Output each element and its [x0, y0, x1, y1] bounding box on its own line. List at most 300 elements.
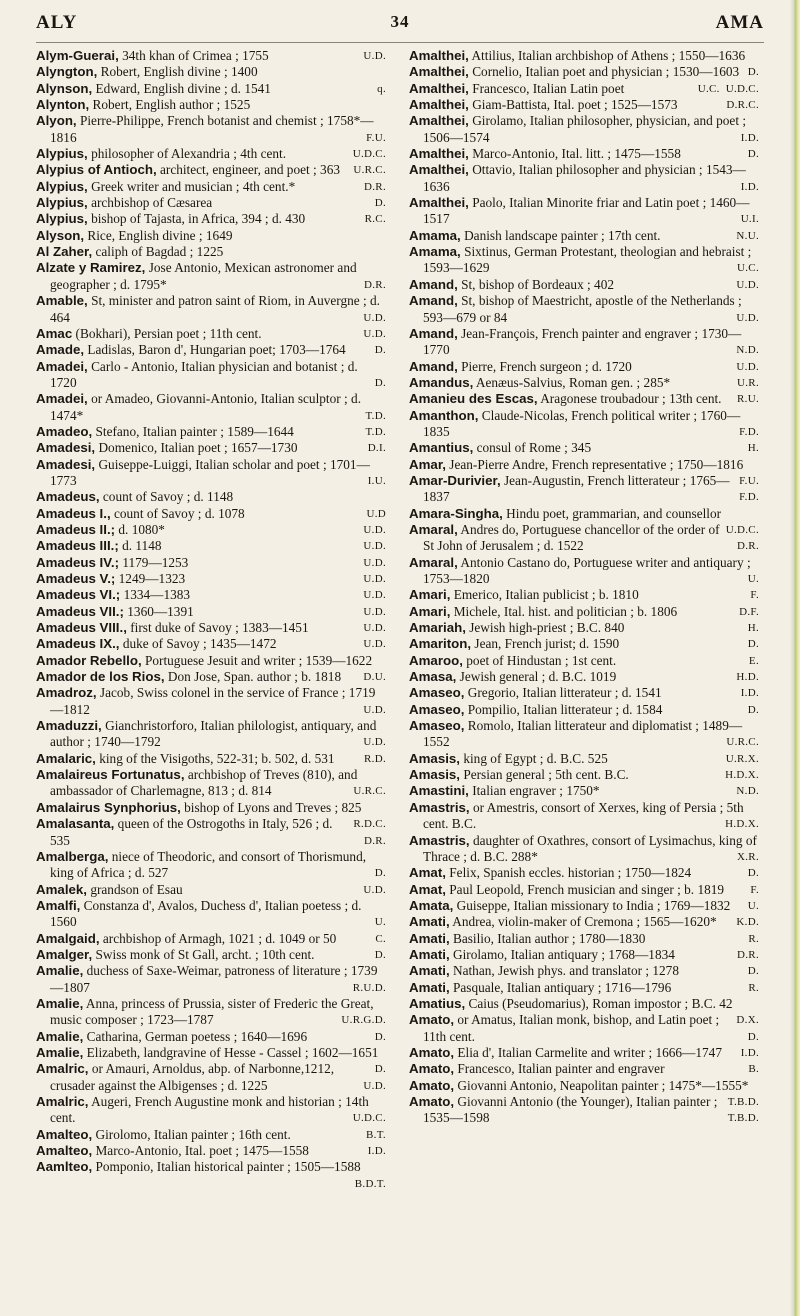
entry-source: U.D. [363, 1079, 386, 1092]
entry-text: Jose Antonio, Mexican astronomer and geographer ; d. 1795* [50, 260, 357, 292]
dictionary-entry [409, 1077, 765, 1108]
entry-text: bishop of Tajasta, in Africa, 394 ; d. 430 [91, 211, 306, 227]
entry-text: or Amadeo, Giovanni-Antonio, Italian sculptor ; d. 1474* [50, 391, 362, 423]
entry-source: U.C. [737, 262, 759, 275]
entry-source: T.D. [365, 409, 386, 422]
entry-headword: Alynton, [36, 97, 90, 113]
entry-text: poet of Hindustan ; 1st cent. [466, 652, 617, 668]
dictionary-entry [36, 1127, 392, 1143]
entry-source: N.D. [736, 785, 759, 798]
page-number: 34 [390, 12, 410, 31]
entry-text: niece of Theodoric, and consort of Thorismund, king of Africa ; d. 527 [50, 848, 367, 881]
entry-text: Swiss monk of St Gall, archt. ; 10th cent. [95, 946, 315, 962]
entry-headword: Amadeus II.; [36, 521, 116, 537]
entry-headword: Amara-Singha, [409, 505, 503, 521]
entry-source: D.R. [364, 180, 386, 193]
dictionary-entry [409, 244, 765, 277]
dictionary-entry [36, 1143, 392, 1159]
entry-headword: Amalric, [36, 1094, 89, 1109]
entry-source: U.D.C. [352, 1112, 386, 1125]
dictionary-entry [36, 326, 392, 342]
entry-headword: Amalasanta, [36, 816, 115, 832]
entry-text: Andres do, Portuguese chancellor of the order of St John of Jerusalem ; d. 1522 [423, 521, 720, 554]
entry-source: R. [748, 932, 759, 945]
entry-text: Romolo, Italian litterateur and diplomatist ; 1489—1552 [423, 718, 743, 750]
entry-text: Francesco, Italian painter and engraver [457, 1061, 665, 1077]
entry-headword: Alzate y Ramirez, [36, 260, 146, 276]
entry-source: D.R. [737, 948, 759, 961]
entry-source: R.D.C. [353, 818, 386, 831]
entry-text: Hindu poet, grammarian, and counsellor [506, 505, 722, 521]
entry-text: architect, engineer, and poet ; 363 [159, 162, 340, 178]
entry-source: D. [747, 66, 759, 79]
entry-text: Jewish high-priest ; B.C. 840 [469, 620, 625, 636]
entry-headword: Amalairus Synphorius, [36, 799, 181, 815]
entry-text: bishop of Lyons and Treves ; 825 [184, 799, 362, 815]
entry-text: Don Jose, Span. author ; b. 1818 [167, 669, 342, 685]
entry-text: Catharina, German poetess ; 1640—1696 [86, 1028, 308, 1044]
dictionary-entry [409, 931, 765, 947]
dictionary-entry [409, 751, 765, 767]
entry-headword: Amadeus IX., [36, 636, 120, 652]
entry-source: I.D. [740, 131, 759, 144]
entry-text: Francesco, Italian Latin poet [472, 80, 625, 96]
dictionary-entry [409, 326, 765, 359]
dictionary-entry [409, 1061, 765, 1077]
entry-headword: Alypius, [36, 195, 88, 211]
entry-source: R.U. [737, 393, 759, 406]
entry-text: Portuguese Jesuit and writer ; 1539—1622 [144, 652, 373, 668]
entry-source: B.D.T. [354, 1177, 386, 1190]
entry-source: D.U. [363, 671, 386, 684]
entry-headword: Amalthei, [409, 64, 469, 80]
entry-text: Girolamo, Italian antiquary ; 1768—1834 [452, 946, 675, 962]
entry-headword: Amaseo, [409, 685, 465, 701]
dictionary-entry [409, 685, 765, 701]
entry-source: D. [747, 1030, 759, 1043]
entry-text: d. 1148 [122, 538, 162, 554]
entry-source: U.D. [363, 556, 386, 569]
entry-headword: Amati, [409, 914, 450, 930]
entry-source: C. [375, 932, 386, 945]
entry-headword: Aamlteo, [36, 1159, 93, 1175]
entry-headword: Amalthei, [409, 113, 469, 129]
entry-text: Jean-François, French painter and engraver ; 1730—1770 [423, 325, 742, 358]
entry-text: Cornelio, Italian poet and physician ; 1530—1603 [472, 64, 740, 80]
entry-source: D. [374, 1063, 386, 1076]
entry-text: Domenico, Italian poet ; 1657—1730 [98, 440, 298, 456]
entry-headword: Amati, [409, 979, 450, 995]
entry-source: R.D. [364, 752, 386, 765]
dictionary-entry [36, 571, 392, 587]
entry-source: T.D. [365, 425, 386, 438]
entry-text: first duke of Savoy ; 1383—1451 [130, 620, 309, 636]
dictionary-entry [409, 865, 765, 881]
entry-headword: Amalie, [36, 995, 84, 1011]
dictionary-entry [36, 113, 392, 146]
entry-source: D.R.C. [726, 99, 759, 112]
entry-source: U.D [366, 507, 386, 520]
entry-source: D.X. [736, 1014, 759, 1027]
dictionary-entry [409, 963, 765, 979]
entry-source: D.R. [364, 278, 386, 291]
entry-source: U.D.C. [352, 148, 386, 161]
entry-headword: Amata, [409, 897, 454, 913]
dictionary-entry [409, 767, 765, 783]
entry-source: T.B.D. [727, 1112, 759, 1125]
entry-text: daughter of Oxathres, consort of Lysimachus, king of Thrace ; d. B.C. 288* [423, 832, 757, 864]
dictionary-entry [409, 833, 765, 866]
entry-source: F. [750, 883, 759, 896]
entry-text: Augeri, French Augustine monk and historian ; 14th cent. [50, 1094, 369, 1126]
entry-source: U.D. [363, 50, 386, 62]
dictionary-entry [36, 146, 392, 162]
entry-source: U.D. [363, 736, 386, 749]
entry-source: U.D. [736, 278, 759, 291]
dictionary-entry [409, 914, 765, 930]
entry-source: I.D. [740, 1046, 759, 1059]
entry-source: H.D.X. [725, 769, 759, 782]
entry-source: H.D.X. [725, 818, 759, 831]
entry-source: R. [748, 981, 759, 994]
entry-headword: Amand, [409, 358, 458, 374]
dictionary-entry [409, 375, 765, 391]
entry-text: Persian general ; 5th cent. B.C. [463, 767, 629, 783]
dictionary-entry [36, 522, 392, 538]
entry-source: D. [374, 1030, 386, 1043]
entry-source: U.D. [363, 703, 386, 716]
entry-source: q. [377, 82, 386, 95]
dictionary-entry [36, 64, 392, 80]
dictionary-entry [409, 669, 765, 685]
entry-headword: Amantius, [409, 440, 474, 456]
entry-text: queen of the Ostrogoths in Italy, 526 ; d. 535 [50, 816, 333, 848]
dictionary-entry [36, 489, 392, 505]
entry-source: D. [747, 638, 759, 651]
entry-headword: Amama, [409, 227, 461, 243]
entry-headword: Alypius of Antioch, [36, 162, 157, 178]
entry-text: archbishop of Armagh, 1021 ; d. 1049 or 50 [102, 930, 337, 946]
entry-text: St, minister and patron saint of Riom, in Auvergne ; d. 464 [50, 293, 380, 325]
entry-source: U.D. [363, 311, 386, 324]
dictionary-entry [409, 980, 765, 996]
entry-source: D.R. [364, 834, 386, 847]
entry-source: U.D. [363, 573, 386, 585]
entry-headword: Amadroz, [36, 685, 97, 701]
dictionary-entry [409, 359, 765, 375]
dictionary-entry [409, 947, 765, 963]
entry-text: Pompilio, Italian litterateur ; d. 1584 [467, 701, 663, 717]
entry-headword: Alyngton, [36, 64, 98, 80]
dictionary-entry [409, 1012, 765, 1045]
entry-text: Jacob, Swiss colonel in the service of France ; 1719—1812 [50, 685, 376, 717]
entry-headword: Amato, [409, 1044, 455, 1060]
entry-source: R.U.D. [352, 981, 386, 994]
entry-source: I.U. [367, 474, 386, 487]
entry-headword: Amalie, [36, 1028, 84, 1044]
entry-headword: Amastris, [409, 832, 470, 848]
entry-text: caliph of Bagdad ; 1225 [95, 244, 224, 260]
entry-text: Paul Leopold, French musician and singer ; b. 1819 [449, 881, 725, 897]
entry-source: D. [747, 703, 759, 716]
entry-source: I.D. [740, 180, 759, 193]
entry-text: philosopher of Alexandria ; 4th cent. [91, 146, 287, 162]
entry-source: U.D. [363, 638, 386, 651]
dictionary-entry [409, 113, 765, 146]
entry-headword: Amadeo, [36, 423, 93, 439]
entry-text: 1249—1323 [118, 571, 186, 586]
entry-headword: Amadei, [36, 391, 88, 407]
entry-source: R.C. [364, 213, 386, 226]
entry-headword: Amatius, [409, 995, 466, 1011]
entry-text: consul of Rome ; 345 [476, 440, 592, 456]
entry-text: Girolomo, Italian painter ; 16th cent. [95, 1126, 291, 1142]
dictionary-entry [409, 604, 765, 620]
entry-text: archbishop of Treves (810), and ambassador of Charlemagne, 813 ; d. 814 [50, 767, 358, 799]
entry-source: U.D. [363, 605, 386, 618]
entry-headword: Amable, [36, 293, 88, 309]
entry-text: Paolo, Italian Minorite friar and Latin poet ; 1460—1517 [423, 195, 750, 227]
entry-text: Jean-Augustin, French litterateur ; 1765—1837 [423, 472, 730, 505]
entry-headword: Alynson, [36, 80, 93, 96]
entry-text: (Bokhari), Persian poet ; 11th cent. [75, 325, 262, 341]
dictionary-entry [36, 260, 392, 293]
entry-text: Giovanni Antonio (the Younger), Italian painter ; 1535—1598 [423, 1094, 718, 1126]
entry-text: Guiseppe, Italian missionary to India ; 1769—1832 [456, 897, 731, 913]
entry-headword: Amat, [409, 881, 446, 897]
entry-source: I.D. [367, 1145, 386, 1158]
entry-text: Aenæus-Salvius, Roman gen. ; 285* [475, 374, 671, 390]
entry-source: U.D. [363, 523, 386, 536]
entry-headword: Alypius, [36, 146, 88, 162]
entry-headword: Amalaric, [36, 750, 96, 766]
entry-headword: Amalthei, [409, 146, 469, 162]
entry-headword: Amanieu des Escas, [409, 391, 538, 407]
entry-text: Giam-Battista, Ital. poet ; 1525—1573 [472, 97, 678, 113]
entry-source: U.I. [740, 213, 759, 226]
dictionary-entry [36, 244, 392, 260]
entry-source: U.R.X. [725, 752, 759, 765]
entry-headword: Amariton, [409, 636, 472, 652]
dictionary-entry [409, 718, 765, 751]
entry-text: Marco-Antonio, Ital. poet ; 1475—1558 [95, 1143, 309, 1159]
entry-headword: Amalthei, [409, 195, 469, 211]
entry-source: U.R.G.D. [341, 1014, 386, 1027]
dictionary-entry [409, 653, 765, 669]
entry-headword: Amati, [409, 946, 450, 962]
entry-text: Pomponio, Italian historical painter ; 1505—1588 [95, 1159, 361, 1175]
entry-headword: Amat, [409, 865, 446, 881]
entry-source: U.D. [363, 327, 386, 340]
entry-source: D. [374, 867, 386, 880]
entry-text: 1334—1383 [123, 587, 191, 603]
page-header [36, 12, 764, 43]
entry-text: Stefano, Italian painter ; 1589—1644 [95, 423, 294, 439]
entry-source: U.D. [363, 589, 386, 602]
entry-headword: Amaral, [409, 554, 458, 570]
dictionary-entry [36, 81, 392, 97]
entry-text: Ladislas, Baron d', Hungarian poet; 1703—1764 [87, 342, 346, 358]
entry-source: X.R. [737, 850, 759, 863]
dictionary-entry [36, 996, 392, 1029]
entry-source: U.D. [363, 540, 386, 553]
entry-source: D. [747, 965, 759, 978]
dictionary-entry [36, 849, 392, 882]
entry-text: Robert, English divine ; 1400 [100, 64, 258, 80]
dictionary-entry [36, 506, 392, 522]
entry-text: 1179—1253 [122, 554, 189, 570]
entry-text: Jewish general ; d. B.C. 1019 [459, 669, 617, 685]
entry-headword: Amalek, [36, 881, 87, 897]
entry-text: Rice, English divine ; 1649 [87, 227, 233, 243]
entry-source: U.D. [736, 311, 759, 324]
dictionary-entry [36, 1061, 392, 1094]
entry-text: Pasquale, Italian antiquary ; 1716—1796 [452, 979, 672, 995]
entry-text: Pierre, French surgeon ; d. 1720 [461, 358, 632, 374]
dictionary-entry [36, 620, 392, 636]
dictionary-entry [36, 228, 392, 244]
entry-headword: Amalthei, [409, 162, 469, 178]
entry-source: D.R. [737, 540, 759, 553]
entry-headword: Amaroo, [409, 652, 463, 668]
dictionary-entry [36, 1029, 392, 1045]
header-right-guideword: AMA [715, 12, 764, 33]
entry-text: Edward, English divine ; d. 1541 [95, 80, 271, 96]
entry-text: Emerico, Italian publicist ; b. 1810 [453, 587, 639, 603]
entry-text: St, bishop of Bordeaux ; 402 [461, 276, 615, 292]
entry-text: Greek writer and musician ; 4th cent.* [91, 178, 296, 194]
dictionary-entry [409, 702, 765, 718]
entry-text: Jean-Pierre Andre, French representative ; 1750—1816 [449, 456, 744, 472]
dictionary-entry [36, 538, 392, 554]
dictionary-entry [36, 963, 392, 996]
dictionary-entry [409, 408, 765, 441]
entry-source: U.R.C. [726, 736, 759, 749]
entry-headword: Amadeus III.; [36, 538, 119, 554]
entry-text: count of Savoy ; d. 1148 [102, 489, 234, 505]
entry-text: Andrea, violin-maker of Cremona ; 1565—1620* [452, 914, 717, 930]
entry-text: Danish landscape painter ; 17th cent. [464, 227, 661, 243]
entry-headword: Amadeus VI.; [36, 587, 121, 603]
dictionary-entry [409, 228, 765, 244]
entry-headword: Amadeus, [36, 489, 100, 505]
entry-headword: Amato, [409, 1094, 455, 1109]
dictionary-entry [36, 898, 392, 931]
dictionary-entry [409, 1045, 765, 1061]
entry-text: Ottavio, Italian philosopher and physician ; 1543—1636 [423, 162, 746, 194]
entry-source: D.I. [367, 442, 386, 455]
entry-source: U.C. [697, 82, 720, 95]
entry-text: Girolamo, Italian philosopher, physician, and poet ; 1506—1574 [423, 113, 747, 145]
dictionary-entry [36, 391, 392, 424]
entry-text: St, bishop of Maestricht, apostle of the Netherlands ; 593—679 or 84 [423, 293, 742, 325]
entry-headword: Al Zaher, [36, 244, 93, 260]
entry-source: D. [374, 376, 386, 389]
dictionary-entry [36, 48, 392, 64]
entry-headword: Amac [36, 325, 73, 341]
entry-headword: Amadeus VIII., [36, 620, 127, 636]
entry-headword: Amaral, [409, 521, 458, 537]
dictionary-entry [36, 440, 392, 456]
dictionary-entry [36, 767, 392, 800]
entry-source: D. [374, 197, 386, 210]
entry-headword: Amalteo, [36, 1126, 93, 1142]
entry-headword: Alym-Guerai, [36, 48, 119, 63]
entry-text: Elizabeth, landgravine of Hesse - Cassel ; 1602—1651 [86, 1044, 379, 1060]
dictionary-entry [36, 195, 392, 211]
entry-headword: Amadesi, [36, 440, 96, 456]
entry-headword: Amadeus VII.; [36, 603, 124, 619]
entry-text: king of Egypt ; d. B.C. 525 [463, 750, 608, 766]
dictionary-entry [36, 342, 392, 358]
dictionary-entry [409, 293, 765, 326]
dictionary-entry [409, 882, 765, 898]
dictionary-entry [36, 685, 392, 718]
entry-headword: Alyson, [36, 227, 85, 243]
dictionary-entry [409, 636, 765, 652]
dictionary-entry [36, 604, 392, 620]
entry-source: H. [747, 442, 759, 455]
entry-headword: Amasis, [409, 767, 460, 783]
right-column [409, 48, 765, 1127]
entry-headword: Amador de los Rios, [36, 669, 165, 685]
dictionary-entry [36, 931, 392, 947]
entry-source: U. [747, 899, 759, 912]
entry-headword: Alypius, [36, 178, 88, 194]
entry-headword: Amandus, [409, 374, 474, 390]
entry-text: Michele, Ital. hist. and politician ; b. 1806 [453, 603, 678, 619]
dictionary-entry [409, 620, 765, 636]
dictionary-entry [409, 195, 765, 228]
entry-source: U.D. [736, 360, 759, 373]
entry-headword: Amalthei, [409, 97, 469, 113]
entry-headword: Amalie, [36, 1044, 84, 1060]
dictionary-entry [409, 97, 765, 113]
entry-text: archbishop of Cæsarea [91, 195, 213, 211]
entry-source: H. [747, 622, 759, 635]
entry-headword: Amaseo, [409, 718, 465, 734]
dictionary-entry [409, 162, 765, 195]
entry-headword: Amasa, [409, 669, 457, 685]
dictionary-entry [409, 277, 765, 293]
dictionary-entry [36, 97, 392, 113]
entry-headword: Amalgaid, [36, 930, 100, 946]
entry-headword: Amadesi, [36, 456, 96, 472]
dictionary-entry [36, 1094, 392, 1127]
entry-headword: Amaduzzi, [36, 718, 102, 734]
entry-source: N.U. [736, 229, 759, 242]
entry-headword: Amastini, [409, 783, 469, 799]
entry-headword: Amalberga, [36, 848, 109, 864]
entry-source: U.D. [363, 622, 386, 635]
dictionary-entry [36, 947, 392, 963]
entry-headword: Amari, [409, 587, 451, 603]
entry-text: Gianchristorforo, Italian philologist, antiquary, and author ; 1740—1792 [50, 718, 377, 750]
entry-headword: Amar-Durivier, [409, 472, 501, 488]
entry-headword: Amand, [409, 325, 458, 341]
entry-text: Gregorio, Italian litterateur ; d. 1541 [467, 685, 662, 701]
dictionary-entry [36, 424, 392, 440]
dictionary-entry [36, 162, 392, 178]
entry-text: 34th khan of Crimea ; 1755 [122, 48, 269, 63]
entry-headword: Amariah, [409, 620, 466, 636]
entry-source: H.D. [736, 671, 759, 684]
entry-text: Elia d', Italian Carmelite and writer ; 1666—1747 [457, 1044, 722, 1060]
entry-text: count of Savoy ; d. 1078 [113, 505, 245, 521]
entry-headword: Amato, [409, 1012, 455, 1028]
entry-headword: Amama, [409, 244, 461, 260]
entry-text: Anna, princess of Prussia, sister of Frederic the Great, music composer ; 1723—1787 [50, 995, 374, 1028]
